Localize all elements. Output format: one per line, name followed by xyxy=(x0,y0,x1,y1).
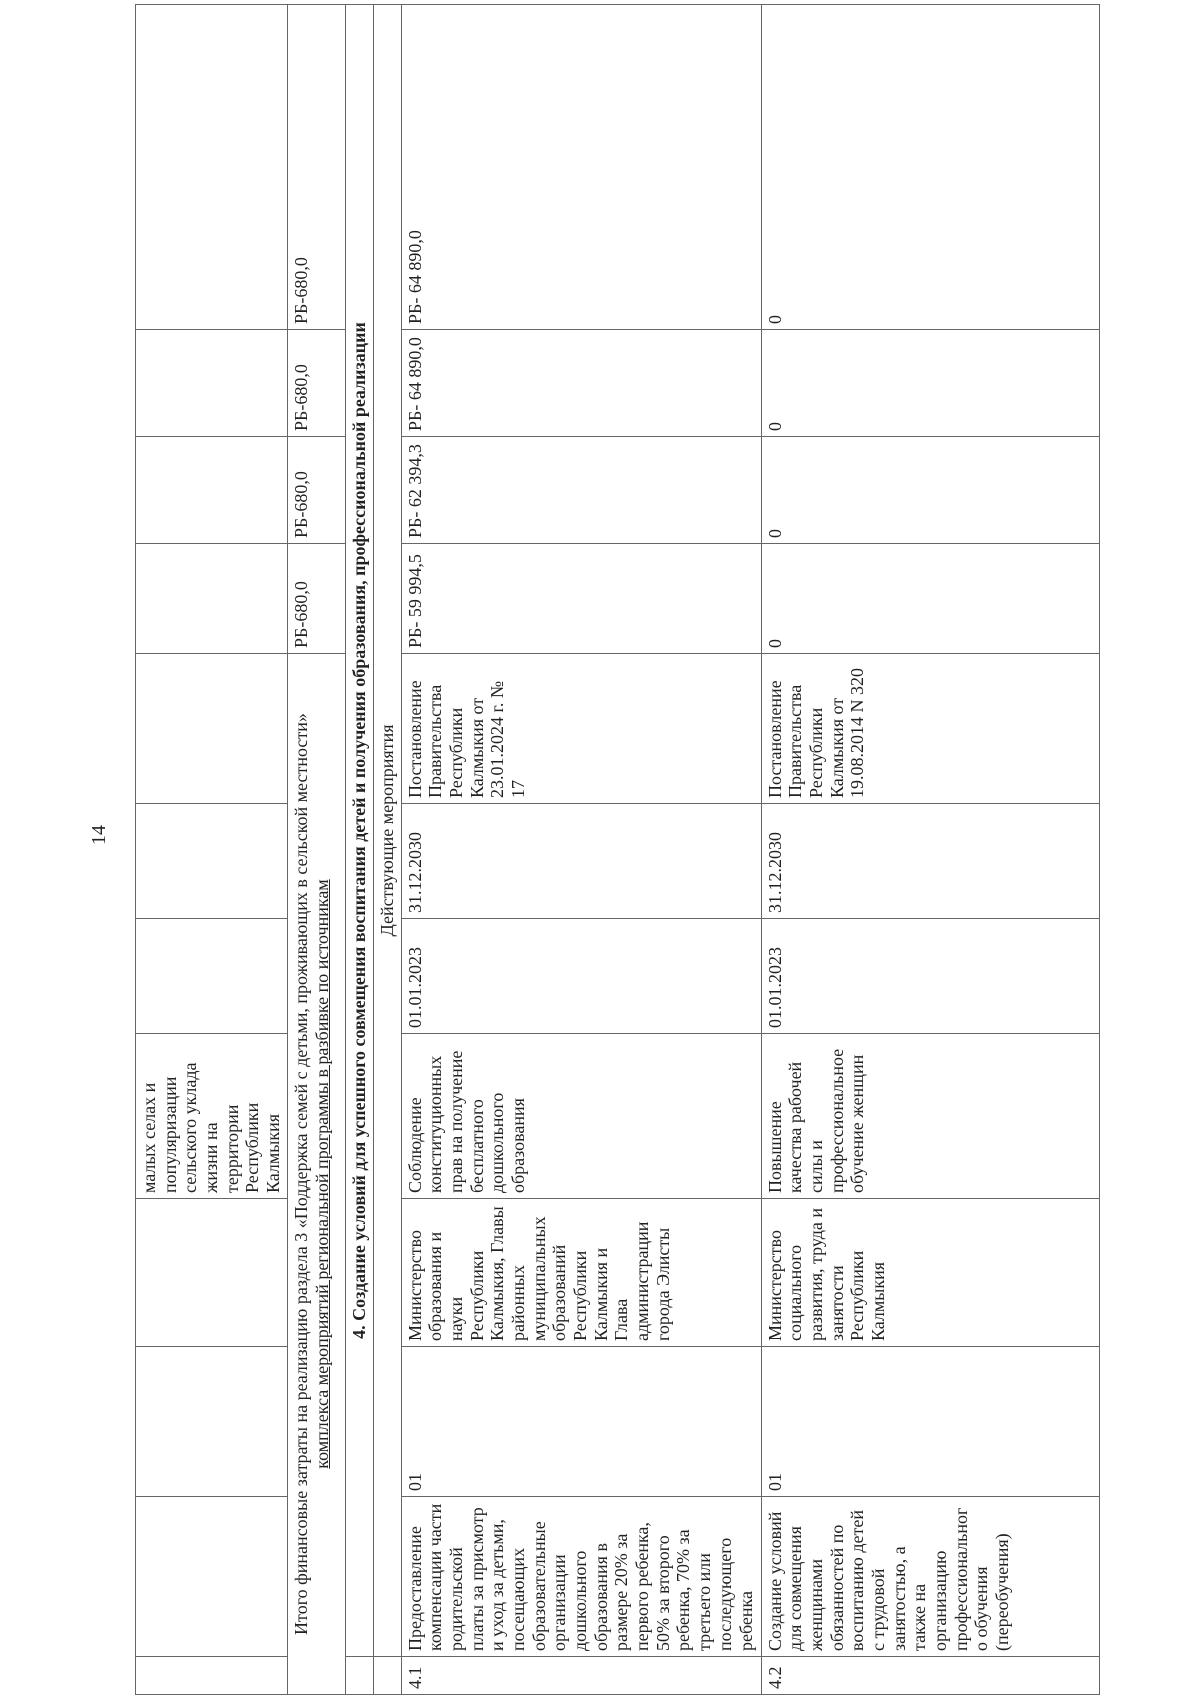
program-table xyxy=(135,4,1100,1695)
funding-value: 0 xyxy=(761,330,1099,437)
end-date: 31.12.2030 xyxy=(761,804,1099,919)
total-value: РБ-680,0 xyxy=(287,437,345,544)
total-value: РБ-680,0 xyxy=(287,5,345,330)
executor-cell: Министерство образования и науки Республики Калмыкия, Главы районных муниципальных образований Республики Калмыкия и Глава администрации города Элисты xyxy=(401,1199,761,1347)
total-row-label: Итого финансовые затраты на реализацию раздела 3 «Поддержка семей с детьми, проживающих в сельской местности» комплекса мероприятий региональной программы в разбивке по источникам xyxy=(287,654,345,1695)
result-cell: Соблюдение конституционных прав на получение бесплатного дошкольного образования xyxy=(401,1034,761,1199)
code-cell: 01 xyxy=(401,1347,761,1497)
total-value: РБ-680,0 xyxy=(287,330,345,437)
top-row-text: малых селах и популяризации сельского уклада жизни на территории Республики Калмыкия xyxy=(136,1034,288,1199)
measure-name: Создание условий для совмещения женщинами обязанностей по воспитанию детей с трудовой занятостью, а также на организацию профессиональног о обучения (переобучения) xyxy=(761,1497,1099,1657)
rotated-table-page xyxy=(135,105,1095,1695)
subheading-row xyxy=(373,5,401,1695)
section-heading-row xyxy=(345,5,373,1695)
funding-value: РБ- 64 890,0 xyxy=(401,5,761,330)
legal-doc: Постановление Правительства Республики Калмыкия от 23.01.2024 г. № 17 xyxy=(401,654,761,804)
subheading: Действующие мероприятия xyxy=(373,5,401,1657)
funding-value: 0 xyxy=(761,437,1099,544)
executor-cell: Министерство социального развития, труда и занятости Республики Калмыкия xyxy=(761,1199,1099,1347)
funding-value: 0 xyxy=(761,544,1099,654)
total-row xyxy=(287,5,345,1695)
section-heading: 4. Создание условий для успешного совмещения воспитания детей и получения образования, профессиональной реализации xyxy=(345,5,373,1657)
measure-name: Предоставление компенсации части родительской платы за присмотр и уход за детьми, посещающих образовательные организации дошкольного образования в размере 20% за первого ребенка, 50% за второго ребенка, 70% за третьего или последующего ребенка xyxy=(401,1497,761,1657)
table-row xyxy=(401,5,761,1695)
row-number: 4.2 xyxy=(761,1657,1099,1695)
row-number: 4.1 xyxy=(401,1657,761,1695)
funding-value: РБ- 64 890,0 xyxy=(401,330,761,437)
code-cell: 01 xyxy=(761,1347,1099,1497)
table-row-top xyxy=(136,5,288,1695)
funding-value: РБ- 59 994,5 xyxy=(401,544,761,654)
table-row xyxy=(761,5,1099,1695)
start-date: 01.01.2023 xyxy=(761,919,1099,1034)
start-date: 01.01.2023 xyxy=(401,919,761,1034)
funding-value: 0 xyxy=(761,5,1099,330)
funding-value: РБ- 62 394,3 xyxy=(401,437,761,544)
result-cell: Повышение качества рабочей силы и профессиональное обучение женщин xyxy=(761,1034,1099,1199)
legal-doc: Постановление Правительства Республики Калмыкия от 19.08.2014 N 320 xyxy=(761,654,1099,804)
end-date: 31.12.2030 xyxy=(401,804,761,919)
page-number: 14 xyxy=(88,825,110,845)
total-value: РБ-680,0 xyxy=(287,544,345,654)
